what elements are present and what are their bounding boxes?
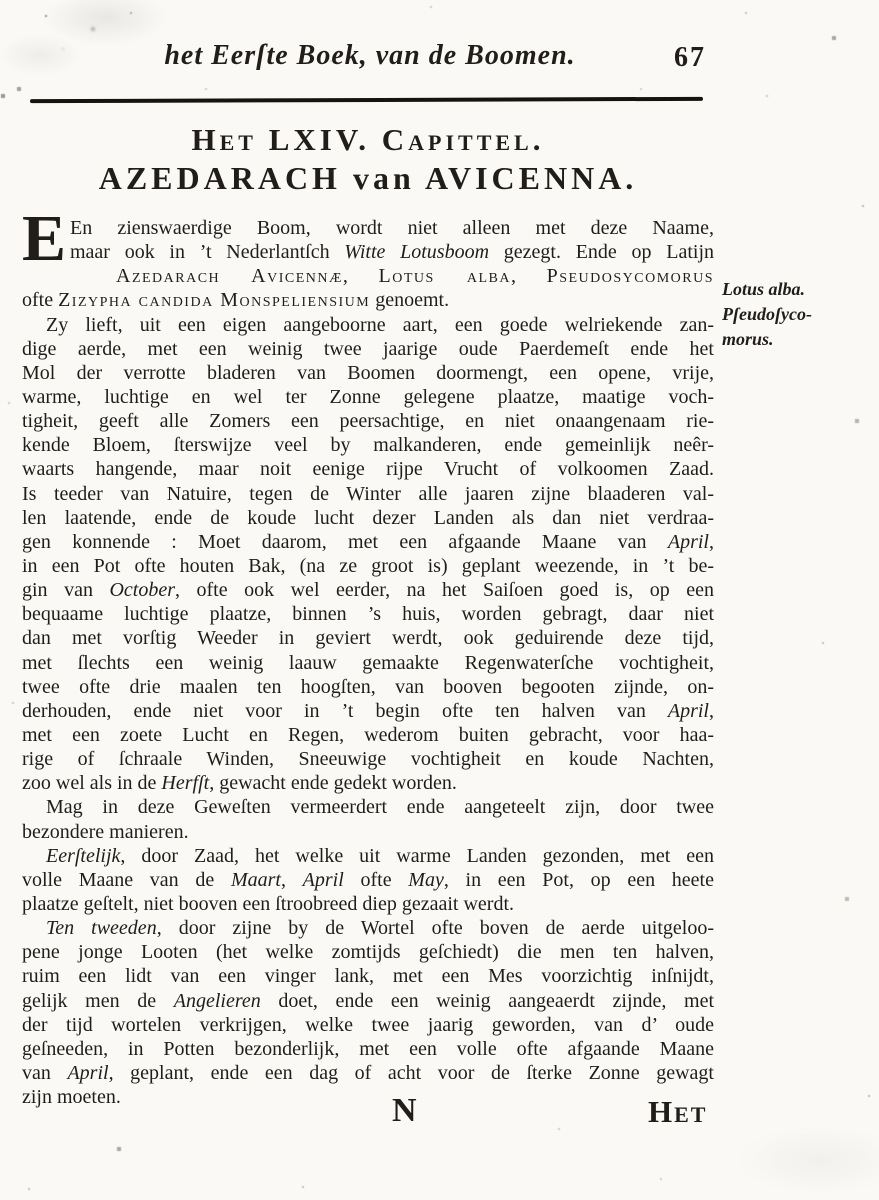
text-line: len laatende, ende de koude lucht dezer Landen als dan niet verdraa- — [22, 506, 714, 529]
text-line: zijn moeten. — [22, 1086, 121, 1109]
text-line: kende Bloem, ſterswijze veel by malkanderen, ende gemeinlijk neêr- — [22, 434, 714, 457]
text-line: Eerſtelijk, door Zaad, het welke uit warme Landen gezonden, met een — [46, 844, 714, 867]
text-line: Zy lieft, uit een eigen aangeboorne aart, een goede welriekende zan- — [46, 313, 714, 336]
paragraph — [22, 844, 714, 916]
chapter-heading: Het LXIV. Capittel. — [191, 122, 545, 157]
text-line: twee ofte drie maalen ten hoogſten, van booven begooten zijnde, on- — [22, 675, 714, 698]
text-line: pene jonge Looten (het welke zomtijds geſchiedt) die men ten halven, — [22, 941, 714, 964]
margin-note — [722, 277, 874, 352]
text-line: plaatze geſtelt, niet booven een ſtroobreed diep gezaait werdt. — [22, 892, 515, 915]
text-line: ofte Zizypha candida Monspeliensium genoemt. — [22, 289, 450, 312]
text-line: gin van October, ofte ook wel eerder, na het Saiſoen goed is, op een — [22, 579, 714, 602]
paragraph — [22, 916, 714, 1109]
text-line: rige of ſchraale Winden, Sneeuwige vochtigheit en koude Nachten, — [22, 748, 714, 771]
text-line: ruim een lidt van een vinger lank, met een Mes voorzichtig inſnijdt, — [22, 965, 714, 988]
text-line: van April, geplant, ende een dag of acht voor de ſterke Zonne gewagt — [22, 1061, 714, 1084]
text-line: met ſlechts een weinig laauw gemaakte Regenwaterſche vochtigheit, — [22, 651, 714, 674]
margin-note-line: morus. — [722, 329, 774, 349]
text-line: in een Pot ofte houten Bak, (na ze groot is) geplant weezende, in ’t be- — [22, 554, 714, 577]
text-line: En zienswaerdige Boom, wordt niet alleen met deze Naame, — [70, 217, 714, 239]
margin-note-line: Pſeudoſyco- — [722, 304, 812, 324]
text-line: gelijk men de Angelieren doet, ende een weinig aangeaerdt zijnde, met — [22, 989, 714, 1012]
text-line: bequaame luchtige plaatze, binnen ’s huis, worden gebragt, daar niet — [22, 603, 714, 626]
paragraph — [22, 202, 715, 313]
text-line: Ten tweeden, door zijne by de Wortel ofte boven de aerde uitgeloo- — [46, 917, 714, 940]
text-line: geſneeden, in Potten bezonderlijk, met een volle ofte afgaande Maane — [22, 1037, 714, 1060]
text-line: maar ook in ’t Nederlantſch Witte Lotusboom gezegt. Ende op Latijn — [70, 241, 714, 264]
running-header-title: het Eerſte Boek, van de Boomen. — [164, 40, 576, 71]
text-line: dige aerde, met een weinig twee jaarige oude Paerdemeſt ende het — [22, 337, 714, 360]
text-line: bezondere manieren. — [22, 820, 189, 843]
margin-note-line: Lotus alba. — [722, 279, 806, 299]
text-line: met een zoete Lucht en Regen, wederom buiten gebracht, voor haa- — [22, 723, 714, 746]
text-line: volle Maane van de Maart, April ofte May, in een Pot, op een heete — [22, 868, 714, 891]
catchword: Het — [648, 1094, 708, 1129]
text-line: zoo wel als in de Herfſt, gewacht ende gedekt worden. — [22, 772, 457, 795]
text-line: warme, luchtige en wel ter Zonne gelegene plaatze, maatige voch- — [22, 385, 714, 408]
text-line: Azedarach Avicennæ, Lotus alba, Pseudosycomorus — [116, 265, 715, 288]
text-line: dan met vorſtig Weeder in geviert werdt, ook geduirende deze tijd, — [22, 627, 714, 650]
text-line: der tijd wortelen verkrijgen, welke twee jaarig geworden, van d’ oude — [22, 1013, 714, 1036]
text-line: Is teeder van Natuire, tegen de Winter alle jaaren zijne blaaderen val- — [22, 482, 714, 505]
paragraph — [22, 795, 714, 843]
text-line: tigheit, geeft alle Zomers een peersachtige, en niet onaangenaam rie- — [22, 410, 714, 433]
drop-cap: E — [22, 202, 67, 275]
page-number: 67 — [674, 42, 706, 73]
signature-mark: N — [392, 1092, 417, 1129]
chapter-title: AZEDARACH van AVICENNA. — [98, 160, 638, 196]
text-line: Mol der verrotte bladeren van Boomen doormengt, een opene, vrije, — [22, 361, 714, 384]
text-line: gen konnende : Moet daarom, met een afgaande Maane van April, — [22, 530, 714, 553]
header-rule — [30, 97, 703, 103]
body-text — [22, 202, 715, 1109]
text-line: derhouden, ende niet voor in ’t begin ofte ten halven van April, — [22, 699, 714, 722]
paragraph — [22, 313, 714, 796]
scan-noise-speckles — [0, 0, 2, 2]
text-line: waarts hangende, maar noit eenige rijpe Vrucht of volkoomen Zaad. — [22, 458, 714, 481]
text-line: Mag in deze Geweſten vermeerdert ende aangeteelt zijn, door twee — [46, 796, 714, 819]
